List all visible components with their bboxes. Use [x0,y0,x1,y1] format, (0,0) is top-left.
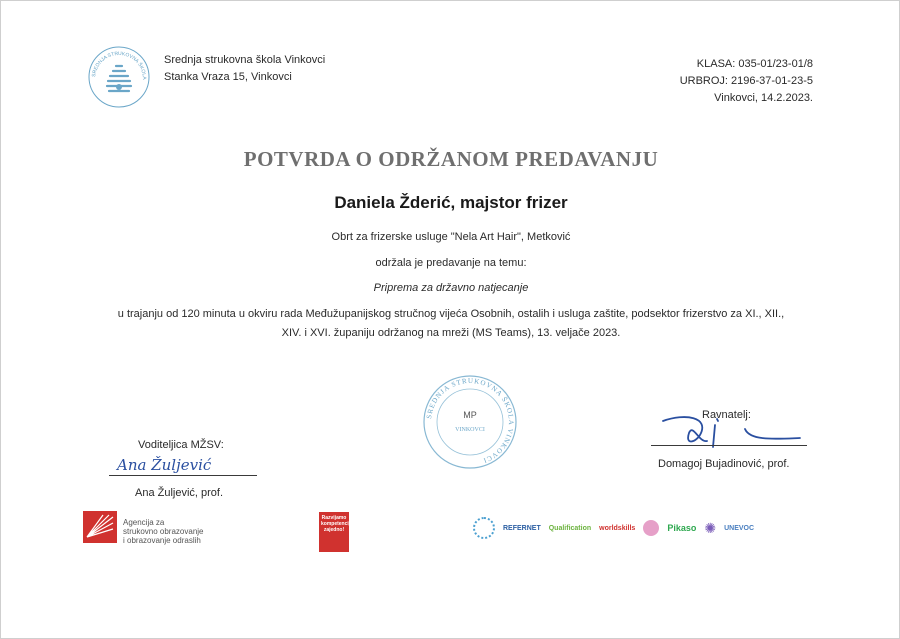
competence-logo: Razvijamo kompetencije zajedno! [319,512,349,552]
official-stamp [421,373,519,471]
business-line: Obrt za frizerske usluge "Nela Art Hair", Metković [331,231,571,243]
agency-logo [83,511,117,543]
details-line-1: u trajanju od 120 minuta u okviru rada Međužupanijskog stručnog vijeća Osobnih, ostalih i usluga zaštite, podsektor frizerstvo za XI., XII., [117,308,785,320]
lecture-topic: Priprema za državno natjecanje [373,282,529,294]
partner-logo-qualification: Qualification [548,524,592,532]
right-handwritten-signature [655,411,805,449]
agency-name-line-1: Agencija za [123,518,165,527]
partner-logo-worldskills: worldskills [599,524,636,532]
stamp-ring-text: SREDNJA STRUKOVNA ŠKOLA VINKOVCI [425,376,516,465]
right-signature-line [651,445,807,446]
partner-logos [473,517,754,539]
recipient-name: Daniela Žderić, majstor frizer [334,193,568,212]
partner-logo-unevoc: UNEVOC [724,524,755,532]
right-signer-name: Domagoj Bujadinović, prof. [658,458,790,470]
left-signer-name: Ana Žuljević, prof. [135,487,224,499]
lecture-details [81,305,821,343]
partner-logo-refernet: REFERNET [503,524,541,532]
klasa-number: KLASA: 035-01/23-01/8 [696,58,813,70]
certificate-title: POTVRDA O ODRŽANOM PREDAVANJU [243,147,659,171]
agency-name-line-2: strukovno obrazovanje [123,527,204,536]
school-logo [87,45,151,109]
left-handwritten-signature: Ana Žuljević [117,456,212,474]
stamp-mp: MP [463,410,477,420]
place-date: Vinkovci, 14.2.2023. [714,92,813,104]
held-lecture-line: održala je predavanje na temu: [375,257,527,269]
logo-ring-text: SREDNJA STRUKOVNA ŠKOLA [91,50,148,80]
agency-name-line-3: i obrazovanje odraslih [123,536,201,545]
partner-logo-pikaso: Pikaso [667,523,697,533]
left-signer-role: Voditeljica MŽSV: [138,439,224,451]
details-line-2: XIV. i XVI. županiju održanog na mreži (MS Teams), 13. veljače 2023. [281,327,621,339]
school-name: Srednja strukovna škola Vinkovci [164,54,326,66]
partner-logo-star-icon: ✺ [704,519,717,536]
stamp-center-text: VINKOVCI [455,427,485,433]
partner-logo-circle-icon [473,517,495,539]
school-block [164,52,325,86]
left-signature-line [109,475,257,476]
agency-name [123,518,204,545]
right-signer-role: Ravnatelj: [702,409,751,421]
urbroj-number: URBROJ: 2196-37-01-23-5 [679,75,813,87]
svg-text:SREDNJA STRUKOVNA ŠKOLA VINKOV [425,377,515,465]
reference-block [680,56,813,107]
school-address: Stanka Vraza 15, Vinkovci [164,71,292,83]
partner-logo-flower-icon [643,520,659,536]
